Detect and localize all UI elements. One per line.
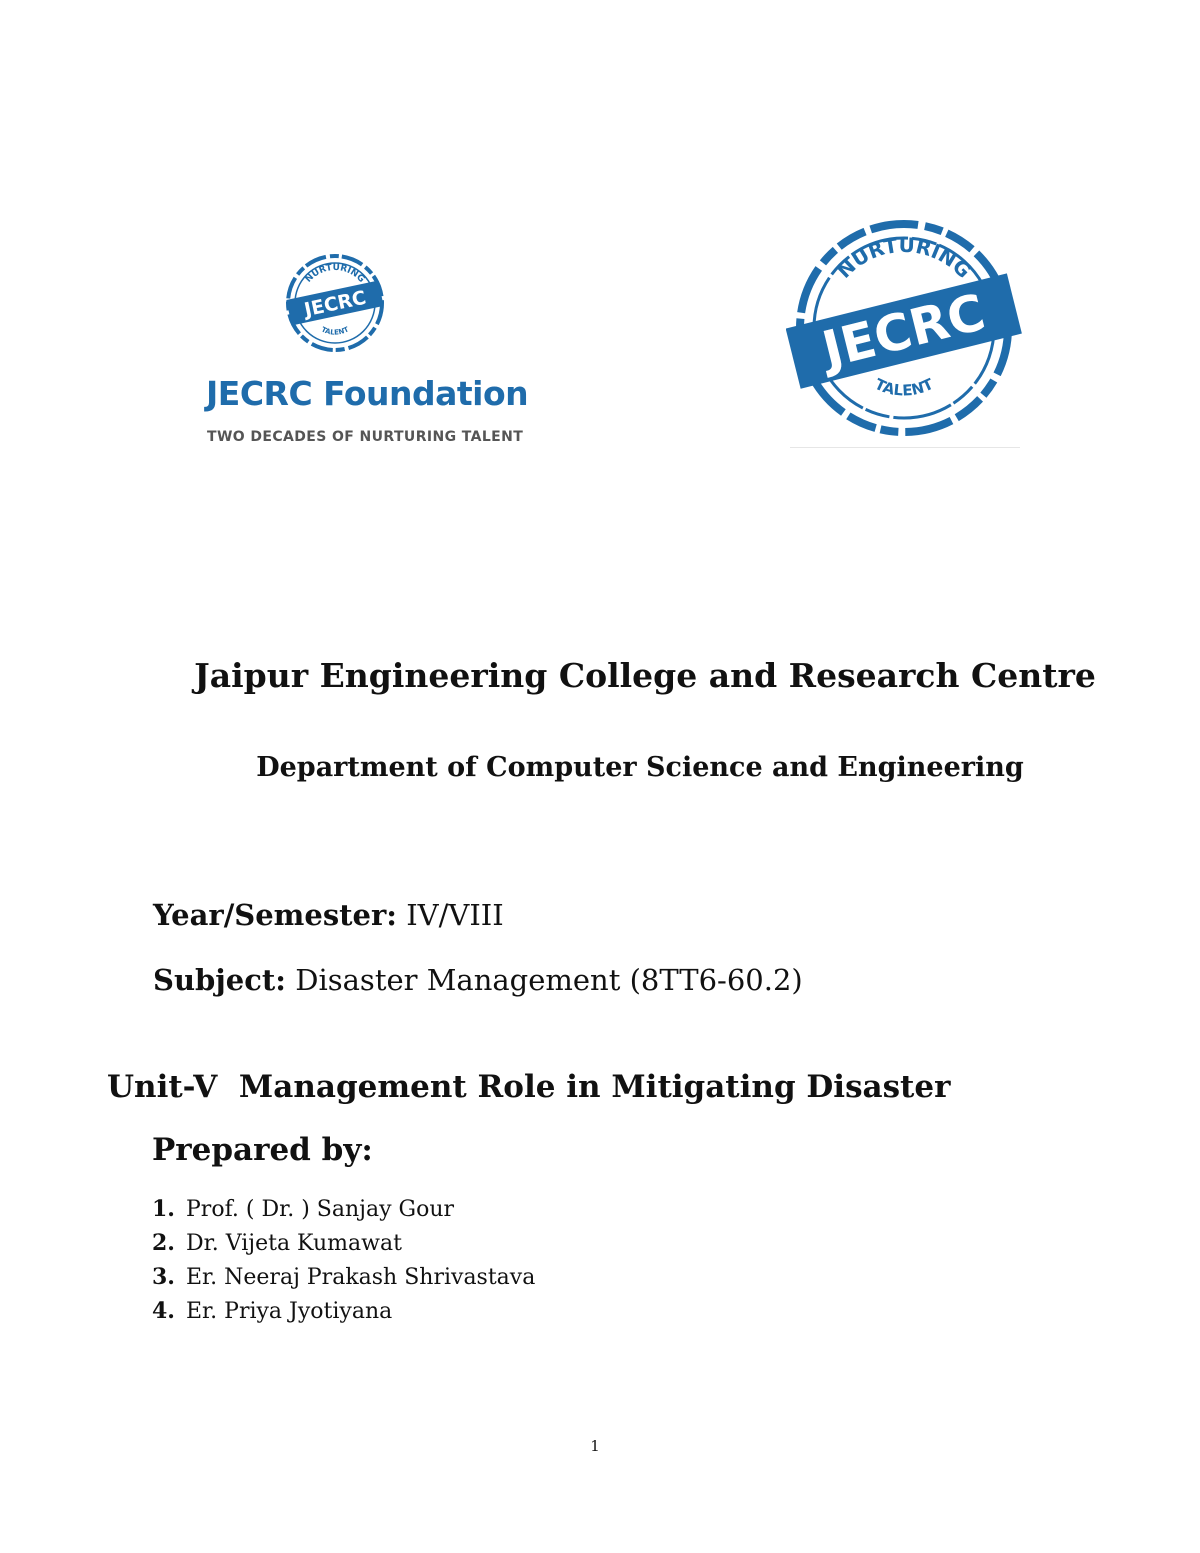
- jecrc-seal-logo: [786, 210, 1022, 450]
- subject-label: Subject:: [153, 963, 287, 997]
- author-number: 1.: [152, 1196, 175, 1222]
- seal-large-center-text: JECRC: [816, 282, 991, 380]
- author-name: Er. Priya Jyotiyana: [186, 1299, 393, 1324]
- author-name: Prof. ( Dr. ) Sanjay Gour: [186, 1197, 455, 1222]
- svg-text:TALENT: [872, 375, 937, 400]
- seal-small-top-text: NURTURING: [303, 262, 367, 285]
- author-number: 3.: [152, 1264, 175, 1290]
- svg-text:NURTURING: [304, 263, 367, 285]
- list-item: [152, 1194, 535, 1228]
- author-list: [152, 1194, 535, 1330]
- author-number: 2.: [152, 1230, 175, 1256]
- seal-large-bottom-text: TALENT: [871, 374, 937, 400]
- jecrc-seal-large-icon: [786, 210, 1022, 446]
- unit-title: Unit-V Management Role in Mitigating Disaster: [107, 1069, 951, 1105]
- list-item: [152, 1296, 535, 1330]
- foundation-tagline: TWO DECADES OF NURTURING TALENT: [207, 429, 524, 445]
- author-name: Dr. Vijeta Kumawat: [186, 1231, 402, 1256]
- college-title: Jaipur Engineering College and Research Centre: [194, 656, 1096, 695]
- svg-text:TALENT: [320, 325, 350, 336]
- author-number: 4.: [152, 1298, 175, 1324]
- seal-small-bottom-text: TALENT: [319, 325, 351, 337]
- jecrc-foundation-logo: [200, 248, 529, 458]
- year-semester-value: IV/VIII: [406, 898, 504, 932]
- author-name: Er. Neeraj Prakash Shrivastava: [186, 1265, 536, 1290]
- seal-small-center-text: JECRC: [302, 286, 369, 322]
- subject-line: [153, 963, 803, 997]
- subject-value: Disaster Management (8TT6-60.2): [295, 963, 803, 997]
- page-number: 1: [590, 1437, 600, 1455]
- department-title: Department of Computer Science and Engineering: [256, 752, 1024, 783]
- year-semester-label: Year/Semester:: [153, 898, 397, 932]
- logo-divider: [790, 447, 1020, 448]
- seal-large-top-text: NURTURING: [831, 232, 977, 283]
- list-item: [152, 1228, 535, 1262]
- prepared-by-label: Prepared by:: [152, 1132, 373, 1168]
- foundation-name: JECRC Foundation: [206, 374, 529, 413]
- year-semester-line: [153, 898, 504, 932]
- jecrc-seal-small-icon: [280, 248, 390, 358]
- list-item: [152, 1262, 535, 1296]
